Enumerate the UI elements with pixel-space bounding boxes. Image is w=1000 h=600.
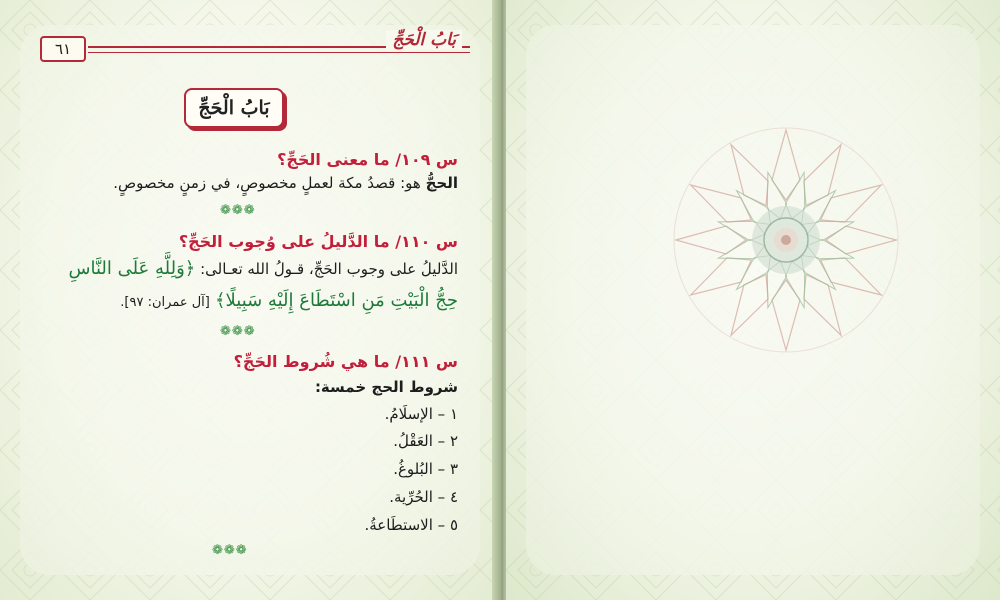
separator-1 <box>220 203 256 218</box>
answer-110-line2 <box>120 290 458 311</box>
condition-item-2: ٢ – العَقْلُ. <box>393 432 458 450</box>
condition-item-3: ٣ – البُلوغُ. <box>393 460 458 478</box>
right-page <box>506 0 1000 600</box>
running-head: بَابُ الْحَجِّ <box>386 30 462 50</box>
page-number: ٦١ <box>40 36 86 62</box>
decorative-medallion <box>666 120 906 360</box>
question-110: س ١١٠/ ما الدَّليلُ على وُجوب الحَجِّ؟ <box>178 232 458 251</box>
condition-item-1: ١ – الإسلَامُ. <box>384 405 458 423</box>
verse-line-2: حِجُّ الْبَيْتِ مَنِ اسْتَطَاعَ إِلَيْهِ سَبِيلًا﴾ <box>214 290 458 311</box>
verse-reference: [آل عمران: ٩٧]. <box>120 295 210 310</box>
conditions-intro: شروط الحج خمسة: <box>314 378 458 396</box>
answer-109 <box>113 174 458 192</box>
question-109: س ١٠٩/ ما معنى الحَجِّ؟ <box>277 150 458 169</box>
page-header <box>40 30 470 60</box>
chapter-title: بَابُ الْحَجِّ <box>184 88 284 128</box>
answer-110-line1 <box>68 258 458 279</box>
condition-item-4: ٤ – الحُرِّية. <box>389 488 458 506</box>
answer-109-term: الحجُّ <box>425 174 458 192</box>
question-111: س ١١١/ ما هي شُروط الحَجِّ؟ <box>233 352 458 371</box>
separator-2-glyphs: ❁❁❁ <box>220 324 256 339</box>
left-page <box>0 0 498 600</box>
verse-line-1: ﴿وَلِلَّهِ عَلَى النَّاسِ <box>68 258 196 279</box>
answer-110-intro: الدَّليلُ على وجوب الحَجِّ، قـولُ الله تعـالى: <box>195 260 458 278</box>
separator-3 <box>212 543 248 558</box>
condition-item-5: ٥ – الاستطَاعةُ. <box>364 516 458 534</box>
separator-1-glyphs: ❁❁❁ <box>220 203 256 218</box>
answer-109-text: هو: قصدُ مكة لعملٍ مخصوصٍ، في زمنٍ مخصوصٍ. <box>113 174 426 192</box>
separator-2 <box>220 324 256 339</box>
separator-3-glyphs: ❁❁❁ <box>212 543 248 558</box>
